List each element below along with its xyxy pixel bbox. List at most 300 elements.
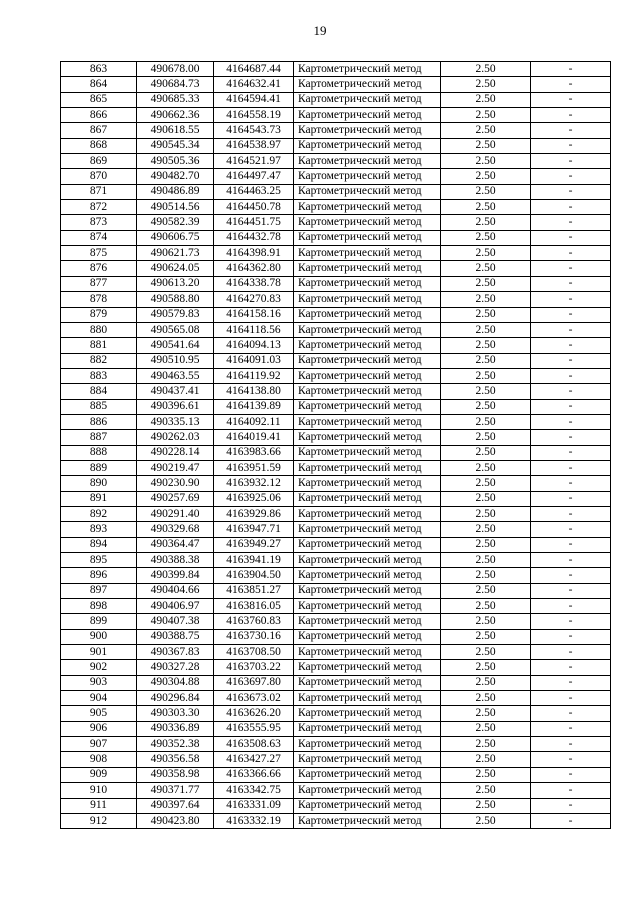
- method-cell: Картометрический метод: [294, 338, 441, 353]
- y-coordinate-cell: 4163949.27: [214, 537, 294, 552]
- y-coordinate-cell: 4163697.80: [214, 675, 294, 690]
- table-row: [61, 399, 611, 414]
- point-number-cell: 876: [61, 261, 137, 276]
- method-cell: Картометрический метод: [294, 660, 441, 675]
- method-cell: Картометрический метод: [294, 767, 441, 782]
- x-coordinate-cell: 490336.89: [137, 721, 214, 736]
- x-coordinate-cell: 490371.77: [137, 783, 214, 798]
- table-row: [61, 798, 611, 813]
- error-cell: 2.50: [441, 414, 531, 429]
- table-row: [61, 629, 611, 644]
- table-row: [61, 813, 611, 828]
- error-cell: 2.50: [441, 721, 531, 736]
- method-cell: Картометрический метод: [294, 813, 441, 828]
- note-cell: -: [531, 660, 611, 675]
- y-coordinate-cell: 4163983.66: [214, 445, 294, 460]
- table-row: [61, 583, 611, 598]
- y-coordinate-cell: 4164538.97: [214, 138, 294, 153]
- method-cell: Картометрический метод: [294, 322, 441, 337]
- note-cell: -: [531, 200, 611, 215]
- table-row: [61, 660, 611, 675]
- method-cell: Картометрический метод: [294, 353, 441, 368]
- error-cell: 2.50: [441, 583, 531, 598]
- table-row: [61, 353, 611, 368]
- x-coordinate-cell: 490230.90: [137, 476, 214, 491]
- method-cell: Картометрический метод: [294, 537, 441, 552]
- point-number-cell: 906: [61, 721, 137, 736]
- point-number-cell: 865: [61, 92, 137, 107]
- point-number-cell: 896: [61, 568, 137, 583]
- x-coordinate-cell: 490685.33: [137, 92, 214, 107]
- note-cell: -: [531, 737, 611, 752]
- x-coordinate-cell: 490541.64: [137, 338, 214, 353]
- method-cell: Картометрический метод: [294, 138, 441, 153]
- x-coordinate-cell: 490486.89: [137, 184, 214, 199]
- x-coordinate-cell: 490358.98: [137, 767, 214, 782]
- point-number-cell: 883: [61, 368, 137, 383]
- y-coordinate-cell: 4164270.83: [214, 292, 294, 307]
- error-cell: 2.50: [441, 813, 531, 828]
- note-cell: -: [531, 430, 611, 445]
- point-number-cell: 877: [61, 276, 137, 291]
- error-cell: 2.50: [441, 230, 531, 245]
- note-cell: -: [531, 292, 611, 307]
- error-cell: 2.50: [441, 522, 531, 537]
- note-cell: -: [531, 522, 611, 537]
- x-coordinate-cell: 490588.80: [137, 292, 214, 307]
- point-number-cell: 887: [61, 430, 137, 445]
- error-cell: 2.50: [441, 184, 531, 199]
- x-coordinate-cell: 490482.70: [137, 169, 214, 184]
- x-coordinate-cell: 490303.30: [137, 706, 214, 721]
- y-coordinate-cell: 4163760.83: [214, 614, 294, 629]
- x-coordinate-cell: 490335.13: [137, 414, 214, 429]
- method-cell: Картометрический метод: [294, 553, 441, 568]
- y-coordinate-cell: 4163816.05: [214, 599, 294, 614]
- note-cell: -: [531, 246, 611, 261]
- y-coordinate-cell: 4164543.73: [214, 123, 294, 138]
- y-coordinate-cell: 4164398.91: [214, 246, 294, 261]
- method-cell: Картометрический метод: [294, 230, 441, 245]
- table-row: [61, 522, 611, 537]
- y-coordinate-cell: 4163951.59: [214, 460, 294, 475]
- method-cell: Картометрический метод: [294, 108, 441, 123]
- x-coordinate-cell: 490423.80: [137, 813, 214, 828]
- y-coordinate-cell: 4163673.02: [214, 691, 294, 706]
- note-cell: -: [531, 108, 611, 123]
- note-cell: -: [531, 537, 611, 552]
- x-coordinate-cell: 490505.36: [137, 154, 214, 169]
- method-cell: Картометрический метод: [294, 599, 441, 614]
- y-coordinate-cell: 4163555.95: [214, 721, 294, 736]
- x-coordinate-cell: 490437.41: [137, 384, 214, 399]
- note-cell: -: [531, 798, 611, 813]
- y-coordinate-cell: 4164521.97: [214, 154, 294, 169]
- method-cell: Картометрический метод: [294, 62, 441, 77]
- y-coordinate-cell: 4164158.16: [214, 307, 294, 322]
- error-cell: 2.50: [441, 675, 531, 690]
- y-coordinate-cell: 4163331.09: [214, 798, 294, 813]
- point-number-cell: 900: [61, 629, 137, 644]
- table-row: [61, 506, 611, 521]
- table-row: [61, 491, 611, 506]
- note-cell: -: [531, 138, 611, 153]
- point-number-cell: 910: [61, 783, 137, 798]
- table-row: [61, 537, 611, 552]
- point-number-cell: 894: [61, 537, 137, 552]
- table-row: [61, 307, 611, 322]
- y-coordinate-cell: 4164091.03: [214, 353, 294, 368]
- x-coordinate-cell: 490407.38: [137, 614, 214, 629]
- x-coordinate-cell: 490388.38: [137, 553, 214, 568]
- method-cell: Картометрический метод: [294, 675, 441, 690]
- x-coordinate-cell: 490618.55: [137, 123, 214, 138]
- x-coordinate-cell: 490367.83: [137, 645, 214, 660]
- error-cell: 2.50: [441, 200, 531, 215]
- method-cell: Картометрический метод: [294, 399, 441, 414]
- error-cell: 2.50: [441, 62, 531, 77]
- y-coordinate-cell: 4163730.16: [214, 629, 294, 644]
- point-number-cell: 909: [61, 767, 137, 782]
- table-row: [61, 553, 611, 568]
- error-cell: 2.50: [441, 215, 531, 230]
- table-row: [61, 568, 611, 583]
- error-cell: 2.50: [441, 338, 531, 353]
- error-cell: 2.50: [441, 138, 531, 153]
- point-number-cell: 902: [61, 660, 137, 675]
- y-coordinate-cell: 4164138.80: [214, 384, 294, 399]
- point-number-cell: 897: [61, 583, 137, 598]
- note-cell: -: [531, 568, 611, 583]
- x-coordinate-cell: 490510.95: [137, 353, 214, 368]
- y-coordinate-cell: 4164092.11: [214, 414, 294, 429]
- note-cell: -: [531, 414, 611, 429]
- x-coordinate-cell: 490514.56: [137, 200, 214, 215]
- method-cell: Картометрический метод: [294, 169, 441, 184]
- method-cell: Картометрический метод: [294, 154, 441, 169]
- error-cell: 2.50: [441, 752, 531, 767]
- note-cell: -: [531, 169, 611, 184]
- y-coordinate-cell: 4163332.19: [214, 813, 294, 828]
- x-coordinate-cell: 490404.66: [137, 583, 214, 598]
- table-row: [61, 614, 611, 629]
- point-number-cell: 895: [61, 553, 137, 568]
- method-cell: Картометрический метод: [294, 292, 441, 307]
- error-cell: 2.50: [441, 154, 531, 169]
- method-cell: Картометрический метод: [294, 645, 441, 660]
- x-coordinate-cell: 490406.97: [137, 599, 214, 614]
- y-coordinate-cell: 4163708.50: [214, 645, 294, 660]
- x-coordinate-cell: 490296.84: [137, 691, 214, 706]
- method-cell: Картометрический метод: [294, 737, 441, 752]
- x-coordinate-cell: 490678.00: [137, 62, 214, 77]
- method-cell: Картометрический метод: [294, 215, 441, 230]
- y-coordinate-cell: 4164594.41: [214, 92, 294, 107]
- method-cell: Картометрический метод: [294, 414, 441, 429]
- y-coordinate-cell: 4164139.89: [214, 399, 294, 414]
- point-number-cell: 890: [61, 476, 137, 491]
- note-cell: -: [531, 752, 611, 767]
- error-cell: 2.50: [441, 77, 531, 92]
- point-number-cell: 898: [61, 599, 137, 614]
- table-row: [61, 215, 611, 230]
- x-coordinate-cell: 490621.73: [137, 246, 214, 261]
- x-coordinate-cell: 490219.47: [137, 460, 214, 475]
- error-cell: 2.50: [441, 798, 531, 813]
- y-coordinate-cell: 4163626.20: [214, 706, 294, 721]
- error-cell: 2.50: [441, 399, 531, 414]
- y-coordinate-cell: 4164463.25: [214, 184, 294, 199]
- method-cell: Картометрический метод: [294, 629, 441, 644]
- method-cell: Картометрический метод: [294, 77, 441, 92]
- note-cell: -: [531, 384, 611, 399]
- error-cell: 2.50: [441, 246, 531, 261]
- y-coordinate-cell: 4164094.13: [214, 338, 294, 353]
- method-cell: Картометрический метод: [294, 491, 441, 506]
- point-number-cell: 868: [61, 138, 137, 153]
- x-coordinate-cell: 490356.58: [137, 752, 214, 767]
- y-coordinate-cell: 4164497.47: [214, 169, 294, 184]
- table-row: [61, 184, 611, 199]
- table-row: [61, 200, 611, 215]
- x-coordinate-cell: 490545.34: [137, 138, 214, 153]
- x-coordinate-cell: 490228.14: [137, 445, 214, 460]
- table-row: [61, 246, 611, 261]
- note-cell: -: [531, 123, 611, 138]
- point-number-cell: 875: [61, 246, 137, 261]
- y-coordinate-cell: 4164019.41: [214, 430, 294, 445]
- y-coordinate-cell: 4163366.66: [214, 767, 294, 782]
- y-coordinate-cell: 4164432.78: [214, 230, 294, 245]
- y-coordinate-cell: 4164632.41: [214, 77, 294, 92]
- y-coordinate-cell: 4164687.44: [214, 62, 294, 77]
- table-row: [61, 384, 611, 399]
- method-cell: Картометрический метод: [294, 691, 441, 706]
- table-row: [61, 783, 611, 798]
- table-row: [61, 430, 611, 445]
- note-cell: -: [531, 553, 611, 568]
- point-number-cell: 893: [61, 522, 137, 537]
- x-coordinate-cell: 490352.38: [137, 737, 214, 752]
- table-row: [61, 77, 611, 92]
- y-coordinate-cell: 4164338.78: [214, 276, 294, 291]
- point-number-cell: 880: [61, 322, 137, 337]
- table-row: [61, 292, 611, 307]
- table-row: [61, 108, 611, 123]
- y-coordinate-cell: 4163929.86: [214, 506, 294, 521]
- error-cell: 2.50: [441, 783, 531, 798]
- y-coordinate-cell: 4163703.22: [214, 660, 294, 675]
- error-cell: 2.50: [441, 476, 531, 491]
- table-row: [61, 138, 611, 153]
- table-row: [61, 169, 611, 184]
- table-row: [61, 414, 611, 429]
- method-cell: Картометрический метод: [294, 783, 441, 798]
- method-cell: Картометрический метод: [294, 276, 441, 291]
- x-coordinate-cell: 490684.73: [137, 77, 214, 92]
- method-cell: Картометрический метод: [294, 506, 441, 521]
- note-cell: -: [531, 399, 611, 414]
- method-cell: Картометрический метод: [294, 798, 441, 813]
- method-cell: Картометрический метод: [294, 568, 441, 583]
- note-cell: -: [531, 445, 611, 460]
- error-cell: 2.50: [441, 307, 531, 322]
- note-cell: -: [531, 645, 611, 660]
- x-coordinate-cell: 490613.20: [137, 276, 214, 291]
- method-cell: Картометрический метод: [294, 92, 441, 107]
- x-coordinate-cell: 490327.28: [137, 660, 214, 675]
- point-number-cell: 863: [61, 62, 137, 77]
- method-cell: Картометрический метод: [294, 261, 441, 276]
- table-row: [61, 230, 611, 245]
- error-cell: 2.50: [441, 292, 531, 307]
- table-row: [61, 721, 611, 736]
- note-cell: -: [531, 813, 611, 828]
- point-number-cell: 884: [61, 384, 137, 399]
- table-row: [61, 706, 611, 721]
- note-cell: -: [531, 261, 611, 276]
- note-cell: -: [531, 460, 611, 475]
- point-number-cell: 888: [61, 445, 137, 460]
- method-cell: Картометрический метод: [294, 752, 441, 767]
- method-cell: Картометрический метод: [294, 430, 441, 445]
- x-coordinate-cell: 490364.47: [137, 537, 214, 552]
- point-number-cell: 891: [61, 491, 137, 506]
- point-number-cell: 878: [61, 292, 137, 307]
- error-cell: 2.50: [441, 169, 531, 184]
- x-coordinate-cell: 490388.75: [137, 629, 214, 644]
- error-cell: 2.50: [441, 368, 531, 383]
- x-coordinate-cell: 490579.83: [137, 307, 214, 322]
- y-coordinate-cell: 4164558.19: [214, 108, 294, 123]
- y-coordinate-cell: 4163925.06: [214, 491, 294, 506]
- x-coordinate-cell: 490399.84: [137, 568, 214, 583]
- point-number-cell: 873: [61, 215, 137, 230]
- table-row: [61, 368, 611, 383]
- error-cell: 2.50: [441, 261, 531, 276]
- error-cell: 2.50: [441, 537, 531, 552]
- note-cell: -: [531, 614, 611, 629]
- table-row: [61, 460, 611, 475]
- y-coordinate-cell: 4164450.78: [214, 200, 294, 215]
- y-coordinate-cell: 4163904.50: [214, 568, 294, 583]
- table-row: [61, 276, 611, 291]
- method-cell: Картометрический метод: [294, 522, 441, 537]
- table-row: [61, 767, 611, 782]
- point-number-cell: 870: [61, 169, 137, 184]
- x-coordinate-cell: 490329.68: [137, 522, 214, 537]
- y-coordinate-cell: 4163947.71: [214, 522, 294, 537]
- table-row: [61, 261, 611, 276]
- error-cell: 2.50: [441, 123, 531, 138]
- error-cell: 2.50: [441, 629, 531, 644]
- method-cell: Картометрический метод: [294, 123, 441, 138]
- note-cell: -: [531, 599, 611, 614]
- method-cell: Картометрический метод: [294, 583, 441, 598]
- x-coordinate-cell: 490565.08: [137, 322, 214, 337]
- error-cell: 2.50: [441, 384, 531, 399]
- error-cell: 2.50: [441, 553, 531, 568]
- note-cell: -: [531, 215, 611, 230]
- y-coordinate-cell: 4164451.75: [214, 215, 294, 230]
- note-cell: -: [531, 583, 611, 598]
- method-cell: Картометрический метод: [294, 706, 441, 721]
- point-number-cell: 866: [61, 108, 137, 123]
- table-row: [61, 338, 611, 353]
- point-number-cell: 885: [61, 399, 137, 414]
- note-cell: -: [531, 506, 611, 521]
- note-cell: -: [531, 77, 611, 92]
- coordinates-table-body: [61, 62, 611, 829]
- point-number-cell: 903: [61, 675, 137, 690]
- method-cell: Картометрический метод: [294, 200, 441, 215]
- point-number-cell: 864: [61, 77, 137, 92]
- y-coordinate-cell: 4163851.27: [214, 583, 294, 598]
- note-cell: -: [531, 353, 611, 368]
- error-cell: 2.50: [441, 767, 531, 782]
- error-cell: 2.50: [441, 691, 531, 706]
- table-row: [61, 645, 611, 660]
- y-coordinate-cell: 4164362.80: [214, 261, 294, 276]
- point-number-cell: 912: [61, 813, 137, 828]
- note-cell: -: [531, 338, 611, 353]
- point-number-cell: 879: [61, 307, 137, 322]
- table-row: [61, 691, 611, 706]
- table-row: [61, 62, 611, 77]
- note-cell: -: [531, 154, 611, 169]
- point-number-cell: 889: [61, 460, 137, 475]
- table-row: [61, 322, 611, 337]
- table-row: [61, 445, 611, 460]
- error-cell: 2.50: [441, 92, 531, 107]
- x-coordinate-cell: 490304.88: [137, 675, 214, 690]
- method-cell: Картометрический метод: [294, 184, 441, 199]
- table-row: [61, 154, 611, 169]
- x-coordinate-cell: 490606.75: [137, 230, 214, 245]
- note-cell: -: [531, 783, 611, 798]
- point-number-cell: 867: [61, 123, 137, 138]
- note-cell: -: [531, 307, 611, 322]
- point-number-cell: 874: [61, 230, 137, 245]
- x-coordinate-cell: 490582.39: [137, 215, 214, 230]
- error-cell: 2.50: [441, 568, 531, 583]
- error-cell: 2.50: [441, 614, 531, 629]
- error-cell: 2.50: [441, 645, 531, 660]
- coordinates-table: [60, 61, 611, 829]
- x-coordinate-cell: 490396.61: [137, 399, 214, 414]
- point-number-cell: 892: [61, 506, 137, 521]
- error-cell: 2.50: [441, 706, 531, 721]
- x-coordinate-cell: 490291.40: [137, 506, 214, 521]
- error-cell: 2.50: [441, 660, 531, 675]
- x-coordinate-cell: 490463.55: [137, 368, 214, 383]
- y-coordinate-cell: 4163342.75: [214, 783, 294, 798]
- x-coordinate-cell: 490624.05: [137, 261, 214, 276]
- error-cell: 2.50: [441, 322, 531, 337]
- note-cell: -: [531, 491, 611, 506]
- y-coordinate-cell: 4163932.12: [214, 476, 294, 491]
- error-cell: 2.50: [441, 506, 531, 521]
- table-row: [61, 675, 611, 690]
- x-coordinate-cell: 490662.36: [137, 108, 214, 123]
- y-coordinate-cell: 4163427.27: [214, 752, 294, 767]
- method-cell: Картометрический метод: [294, 614, 441, 629]
- error-cell: 2.50: [441, 276, 531, 291]
- y-coordinate-cell: 4164118.56: [214, 322, 294, 337]
- page-number: 19: [313, 23, 327, 38]
- error-cell: 2.50: [441, 430, 531, 445]
- note-cell: -: [531, 62, 611, 77]
